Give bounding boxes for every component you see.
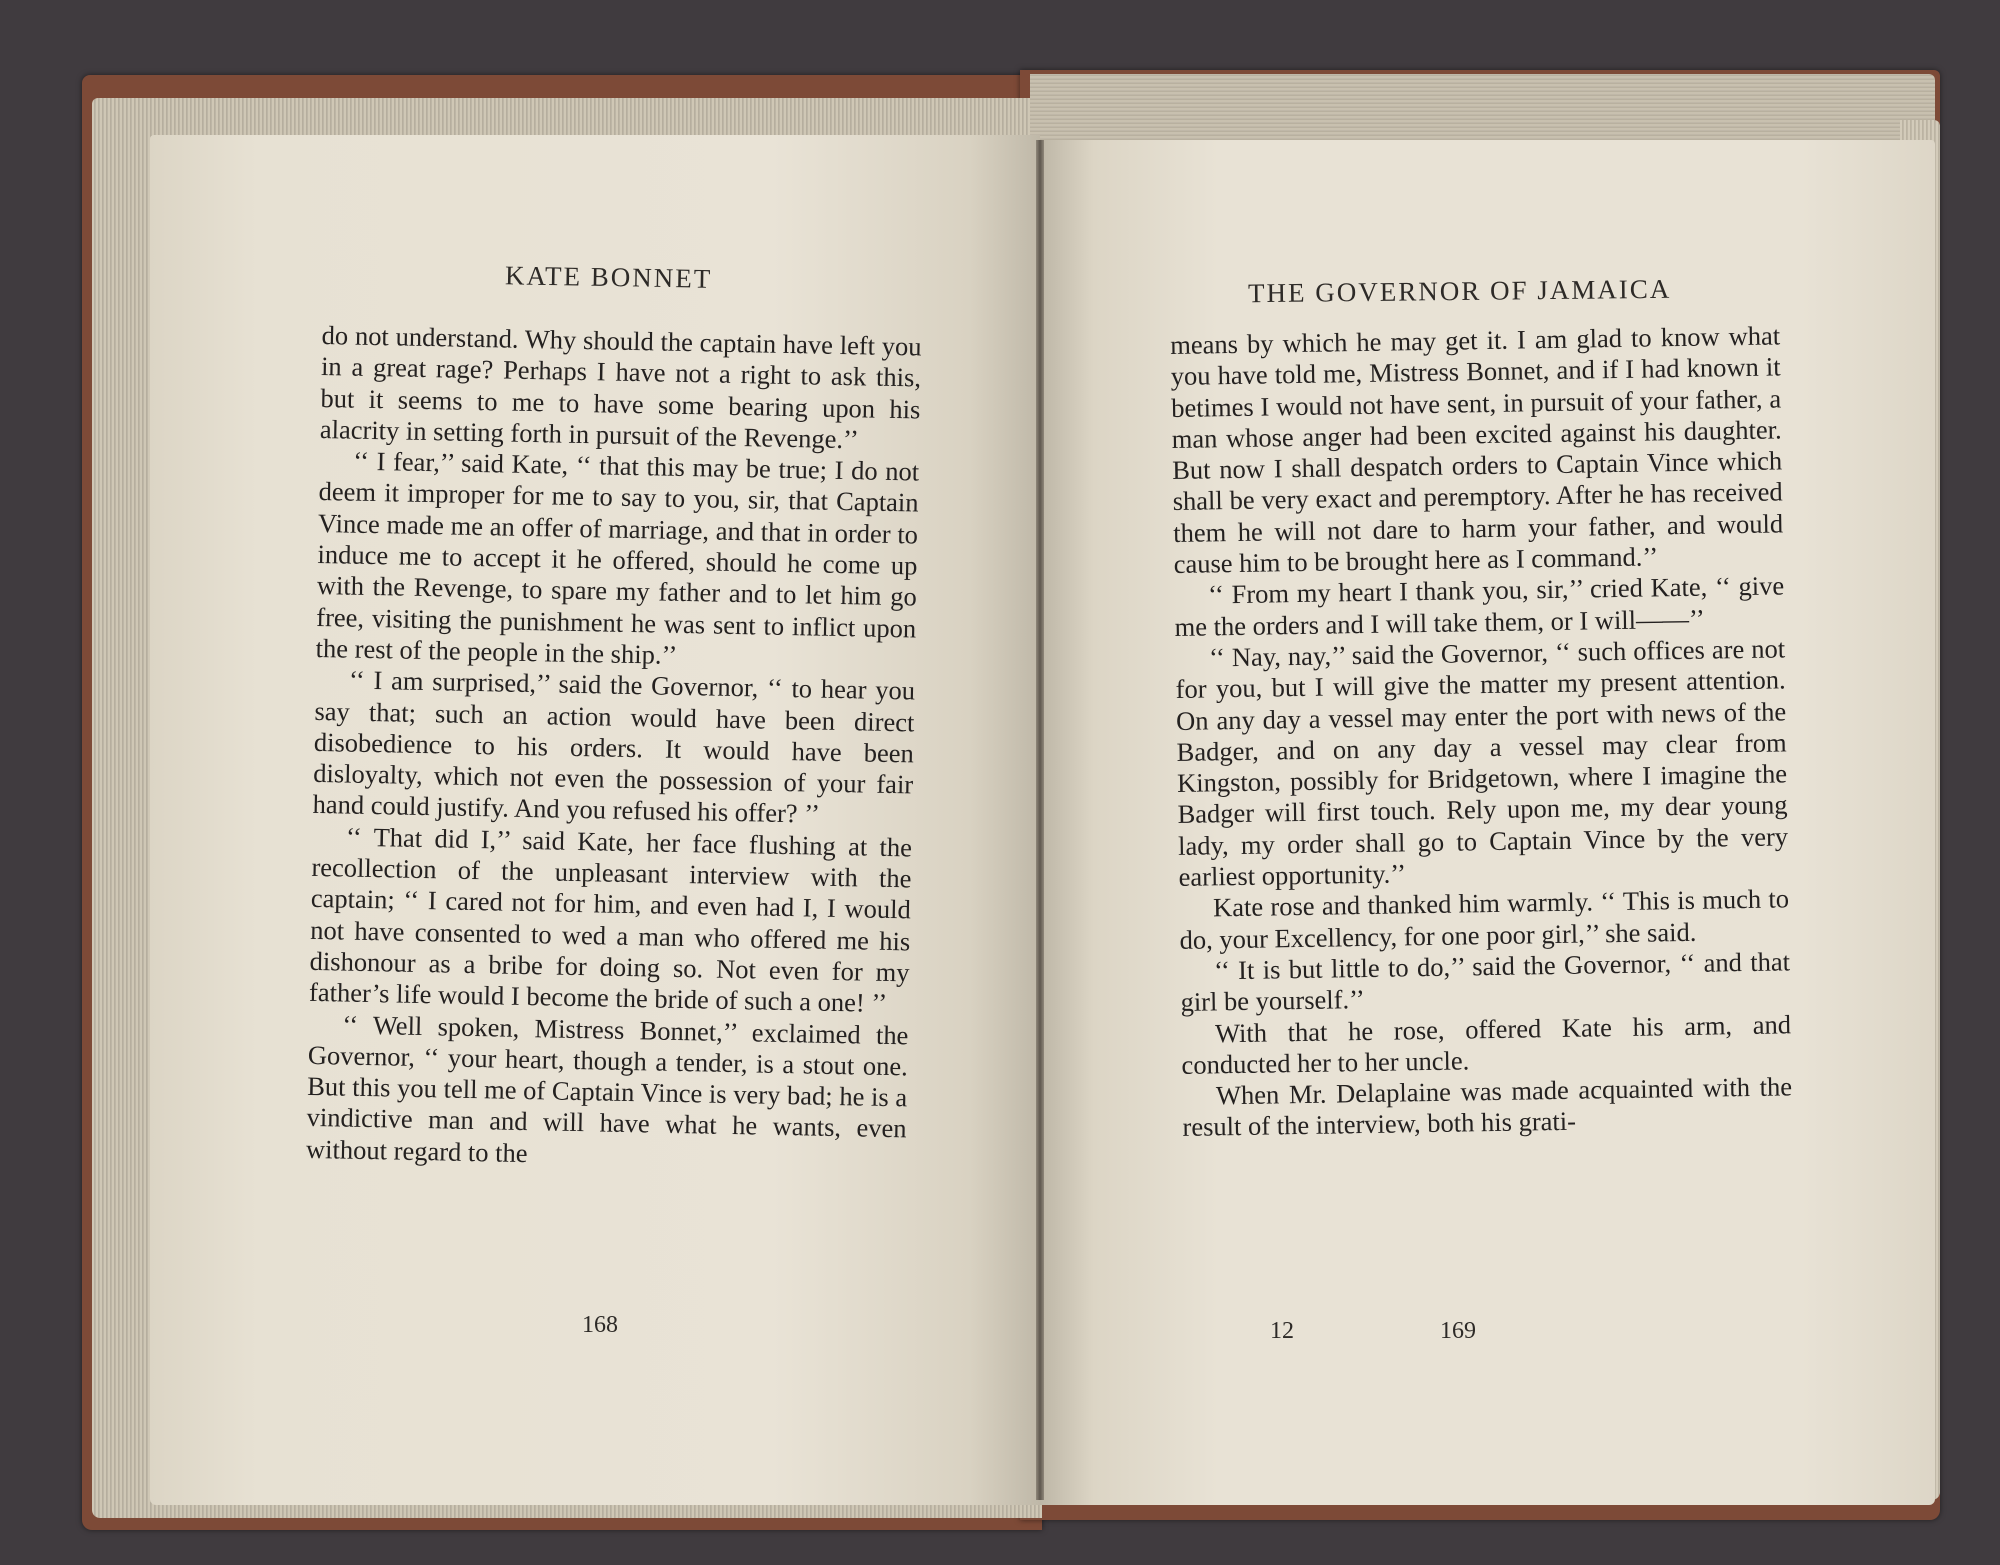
paragraph: ‘‘ It is but little to do,’’ said the Governor, ‘‘ and that girl be yourself.’’ <box>1180 946 1791 1018</box>
page-number-left: 168 <box>582 1312 618 1338</box>
paragraph: ‘‘ I fear,’’ said Kate, ‘‘ that this may be true; I do not deem it improper for me to say to you, sir, that Captain Vince made me an offer of marriage, and that in order to induce me to accept it he offered, should he come up with the Revenge, to spare my father and to let him go free, visiting the punishment he was sent to inflict upon the rest of the people in the ship.’’ <box>315 445 920 670</box>
paragraph: With that he rose, offered Kate his arm, and conducted her to her uncle. <box>1181 1008 1792 1080</box>
paragraph: ‘‘ From my heart I thank you, sir,’’ cried Kate, ‘‘ give me the orders and I will take them, or I will——’’ <box>1174 570 1785 642</box>
page-number-right: 169 <box>1440 1318 1476 1344</box>
signature-mark: 12 <box>1270 1318 1294 1344</box>
book-gutter <box>1036 140 1044 1500</box>
paragraph: ‘‘ Nay, nay,’’ said the Governor, ‘‘ such offices are not for you, but I will give the matter my present attention. On any day a vessel may enter the port with news of the Badger, and on any day a vessel may clear from Kingston, possibly for Bridgetown, where I imagine the Badger will first touch. Rely upon me, my dear young lady, my order shall go to Captain Vince by the very earliest opportunity.’’ <box>1175 633 1789 892</box>
paragraph: ‘‘ I am surprised,’’ said the Governor, ‘‘ to hear you say that; such an action would have been direct disobedience to his orders. It would have been disloyalty, which not even the possession of your fair hand could justify. And you refused his offer? ’’ <box>312 664 916 830</box>
right-page-text <box>1170 320 1793 1143</box>
running-head-right: THE GOVERNOR OF JAMAICA <box>1247 273 1672 309</box>
running-head-left: KATE BONNET <box>504 260 713 294</box>
paragraph: Kate rose and thanked him warmly. ‘‘ This is much to do, your Excellency, for one poor girl,’’ she said. <box>1179 883 1790 955</box>
paragraph: ‘‘ Well spoken, Mistress Bonnet,’’ exclaimed the Governor, ‘‘ your heart, though a tender, is a stout one. But this you tell me of Captain Vince is very bad; he is a vindictive man and will have what he wants, even without regard to the <box>305 1009 909 1168</box>
paragraph: When Mr. Delaplaine was made acquainted with the result of the interview, both his grati- <box>1182 1071 1793 1143</box>
paragraph: ‘‘ That did I,’’ said Kate, her face flushing at the recollection of the unpleasant interview with the captain; ‘‘ I cared not for him, and even had I, I would not have consented to wed a man who offered me his dishonour as a bribe for doing so. Not even for my father’s life would I become the bride of such a one! ’’ <box>308 821 913 1019</box>
paragraph: do not understand. Why should the captain have left you in a great rage? Perhaps I have not a right to ask this, but it seems to me to have some bearing upon his alacrity in setting forth in pursuit of the Revenge.’’ <box>319 320 922 455</box>
paragraph: means by which he may get it. I am glad to know what you have told me, Mistress Bonnet, and if I had known it betimes I would not have sent, in pursuit of your father, a man whose anger had been excited against his daughter. But now I shall despatch orders to Captain Vince which shall be very exact and peremptory. After he has received them he will not dare to harm your father, and would cause him to be brought here as I command.’’ <box>1170 320 1784 580</box>
left-page-text <box>306 320 922 1176</box>
